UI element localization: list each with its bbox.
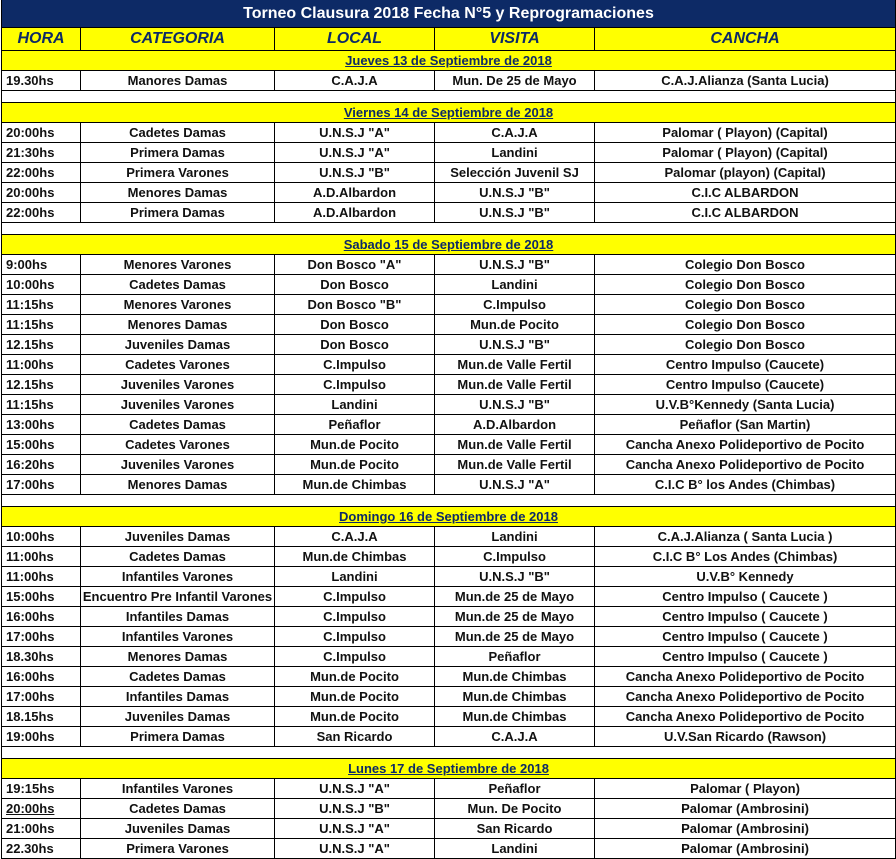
cell-hora: 17:00hs [2, 627, 81, 647]
match-row [2, 295, 896, 315]
match-row [2, 163, 896, 183]
header-cancha: CANCHA [595, 28, 896, 51]
cell-visita: Mun.de Chimbas [435, 707, 595, 727]
cell-hora: 22.30hs [2, 839, 81, 859]
cell-categoria: Cadetes Damas [81, 667, 275, 687]
cell-cancha: Palomar ( Playon) (Capital) [595, 143, 896, 163]
day-header: Domingo 16 de Septiembre de 2018 [2, 507, 896, 527]
cell-visita: Mun. De Pocito [435, 799, 595, 819]
cell-local: C.Impulso [275, 587, 435, 607]
cell-local: C.Impulso [275, 647, 435, 667]
cell-hora: 10:00hs [2, 527, 81, 547]
cell-hora: 11:15hs [2, 395, 81, 415]
cell-hora: 16:20hs [2, 455, 81, 475]
cell-visita: Landini [435, 143, 595, 163]
cell-visita: U.N.S.J "B" [435, 335, 595, 355]
cell-hora: 17:00hs [2, 475, 81, 495]
cell-visita: Mun. De 25 de Mayo [435, 71, 595, 91]
match-row [2, 71, 896, 91]
match-row [2, 547, 896, 567]
match-row [2, 375, 896, 395]
cell-cancha: C.I.C B° Los Andes (Chimbas) [595, 547, 896, 567]
match-row [2, 203, 896, 223]
cell-hora: 18.15hs [2, 707, 81, 727]
cell-hora: 10:00hs [2, 275, 81, 295]
cell-cancha: Centro Impulso ( Caucete ) [595, 587, 896, 607]
cell-visita: Mun.de Pocito [435, 315, 595, 335]
cell-local: U.N.S.J "B" [275, 163, 435, 183]
cell-categoria: Cadetes Damas [81, 799, 275, 819]
match-row [2, 727, 896, 747]
cell-hora: 15:00hs [2, 587, 81, 607]
cell-cancha: Cancha Anexo Polideportivo de Pocito [595, 455, 896, 475]
cell-cancha: Palomar ( Playon) [595, 779, 896, 799]
section-spacer [2, 747, 896, 759]
cell-cancha: Colegio Don Bosco [595, 275, 896, 295]
match-row [2, 687, 896, 707]
cell-cancha: Palomar (Ambrosini) [595, 839, 896, 859]
cell-local: Landini [275, 395, 435, 415]
cell-categoria: Menores Damas [81, 647, 275, 667]
cell-cancha: Peñaflor (San Martin) [595, 415, 896, 435]
cell-hora: 17:00hs [2, 687, 81, 707]
cell-categoria: Infantiles Varones [81, 627, 275, 647]
cell-visita: Landini [435, 275, 595, 295]
cell-cancha: Cancha Anexo Polideportivo de Pocito [595, 687, 896, 707]
cell-cancha: C.A.J.Alianza ( Santa Lucia ) [595, 527, 896, 547]
cell-visita: Mun.de Valle Fertil [435, 355, 595, 375]
cell-categoria: Infantiles Damas [81, 607, 275, 627]
cell-local: Don Bosco [275, 275, 435, 295]
match-row [2, 839, 896, 859]
cell-categoria: Cadetes Varones [81, 355, 275, 375]
schedule-body [2, 51, 896, 859]
cell-categoria: Encuentro Pre Infantil Varones [81, 587, 275, 607]
cell-cancha: Cancha Anexo Polideportivo de Pocito [595, 667, 896, 687]
cell-local: Mun.de Chimbas [275, 547, 435, 567]
cell-hora: 12.15hs [2, 335, 81, 355]
cell-categoria: Juveniles Damas [81, 527, 275, 547]
cell-local: Mun.de Pocito [275, 707, 435, 727]
cell-visita: U.N.S.J "B" [435, 255, 595, 275]
cell-visita: C.A.J.A [435, 123, 595, 143]
cell-local: Mun.de Pocito [275, 435, 435, 455]
cell-local: U.N.S.J "B" [275, 799, 435, 819]
match-row [2, 455, 896, 475]
cell-local: C.A.J.A [275, 71, 435, 91]
match-row [2, 567, 896, 587]
match-row [2, 667, 896, 687]
cell-local: C.Impulso [275, 355, 435, 375]
cell-visita: C.Impulso [435, 547, 595, 567]
cell-categoria: Menores Damas [81, 315, 275, 335]
cell-categoria: Juveniles Damas [81, 819, 275, 839]
cell-local: Don Bosco [275, 335, 435, 355]
cell-categoria: Primera Damas [81, 143, 275, 163]
cell-hora: 16:00hs [2, 667, 81, 687]
cell-visita: Mun.de Valle Fertil [435, 435, 595, 455]
cell-hora: 21:30hs [2, 143, 81, 163]
match-row [2, 143, 896, 163]
cell-cancha: Colegio Don Bosco [595, 295, 896, 315]
cell-cancha: Centro Impulso (Caucete) [595, 355, 896, 375]
cell-categoria: Infantiles Varones [81, 779, 275, 799]
cell-local: U.N.S.J "A" [275, 779, 435, 799]
match-row [2, 435, 896, 455]
cell-local: A.D.Albardon [275, 203, 435, 223]
cell-local: Mun.de Pocito [275, 687, 435, 707]
cell-cancha: C.A.J.Alianza (Santa Lucia) [595, 71, 896, 91]
match-row [2, 315, 896, 335]
cell-local: Don Bosco [275, 315, 435, 335]
cell-hora: 12.15hs [2, 375, 81, 395]
match-row [2, 123, 896, 143]
cell-visita: San Ricardo [435, 819, 595, 839]
cell-cancha: Palomar ( Playon) (Capital) [595, 123, 896, 143]
section-spacer [2, 495, 896, 507]
cell-categoria: Juveniles Damas [81, 335, 275, 355]
cell-visita: Selección Juvenil SJ [435, 163, 595, 183]
cell-visita: Peñaflor [435, 779, 595, 799]
cell-categoria: Primera Damas [81, 727, 275, 747]
cell-categoria: Juveniles Damas [81, 707, 275, 727]
cell-hora: 22:00hs [2, 163, 81, 183]
cell-hora: 20:00hs [2, 799, 81, 819]
cell-hora: 19:15hs [2, 779, 81, 799]
cell-categoria: Primera Varones [81, 839, 275, 859]
cell-hora: 11:15hs [2, 315, 81, 335]
cell-local: Landini [275, 567, 435, 587]
cell-hora: 13:00hs [2, 415, 81, 435]
cell-visita: C.Impulso [435, 295, 595, 315]
cell-local: C.Impulso [275, 607, 435, 627]
cell-local: Don Bosco "A" [275, 255, 435, 275]
cell-local: U.N.S.J "A" [275, 123, 435, 143]
cell-cancha: Centro Impulso ( Caucete ) [595, 647, 896, 667]
header-local: LOCAL [275, 28, 435, 51]
cell-categoria: Cadetes Damas [81, 415, 275, 435]
cell-hora: 11:00hs [2, 567, 81, 587]
cell-local: Don Bosco "B" [275, 295, 435, 315]
schedule-sheet [1, 0, 896, 859]
cell-hora: 11:00hs [2, 355, 81, 375]
cell-local: U.N.S.J "A" [275, 839, 435, 859]
cell-local: A.D.Albardon [275, 183, 435, 203]
match-row [2, 335, 896, 355]
cell-hora: 20:00hs [2, 183, 81, 203]
match-row [2, 627, 896, 647]
cell-cancha: Cancha Anexo Polideportivo de Pocito [595, 435, 896, 455]
match-row [2, 415, 896, 435]
cell-visita: Mun.de Chimbas [435, 667, 595, 687]
day-header: Sabado 15 de Septiembre de 2018 [2, 235, 896, 255]
cell-visita: Mun.de 25 de Mayo [435, 627, 595, 647]
cell-visita: U.N.S.J "B" [435, 203, 595, 223]
cell-local: C.Impulso [275, 627, 435, 647]
cell-cancha: Palomar (playon) (Capital) [595, 163, 896, 183]
cell-cancha: U.V.B°Kennedy (Santa Lucia) [595, 395, 896, 415]
cell-categoria: Menores Varones [81, 255, 275, 275]
cell-visita: Mun.de 25 de Mayo [435, 587, 595, 607]
cell-hora: 21:00hs [2, 819, 81, 839]
cell-local: U.N.S.J "A" [275, 819, 435, 839]
cell-visita: Mun.de Valle Fertil [435, 375, 595, 395]
cell-cancha: U.V.B° Kennedy [595, 567, 896, 587]
cell-hora: 19.30hs [2, 71, 81, 91]
cell-categoria: Infantiles Varones [81, 567, 275, 587]
cell-cancha: Palomar (Ambrosini) [595, 819, 896, 839]
cell-hora: 20:00hs [2, 123, 81, 143]
cell-cancha: U.V.San Ricardo (Rawson) [595, 727, 896, 747]
cell-categoria: Cadetes Varones [81, 435, 275, 455]
cell-local: San Ricardo [275, 727, 435, 747]
cell-hora: 11:15hs [2, 295, 81, 315]
cell-local: Mun.de Pocito [275, 455, 435, 475]
match-row [2, 395, 896, 415]
cell-cancha: Centro Impulso ( Caucete ) [595, 627, 896, 647]
cell-hora: 15:00hs [2, 435, 81, 455]
cell-categoria: Juveniles Varones [81, 395, 275, 415]
cell-categoria: Juveniles Varones [81, 375, 275, 395]
match-row [2, 799, 896, 819]
cell-visita: Landini [435, 839, 595, 859]
header-hora: HORA [2, 28, 81, 51]
match-row [2, 707, 896, 727]
cell-visita: U.N.S.J "B" [435, 183, 595, 203]
cell-cancha: C.I.C ALBARDON [595, 203, 896, 223]
cell-local: C.Impulso [275, 375, 435, 395]
cell-cancha: Cancha Anexo Polideportivo de Pocito [595, 707, 896, 727]
cell-hora: 9:00hs [2, 255, 81, 275]
cell-categoria: Menores Varones [81, 295, 275, 315]
cell-categoria: Primera Damas [81, 203, 275, 223]
cell-categoria: Menores Damas [81, 475, 275, 495]
cell-local: U.N.S.J "A" [275, 143, 435, 163]
day-header: Jueves 13 de Septiembre de 2018 [2, 51, 896, 71]
cell-hora: 18.30hs [2, 647, 81, 667]
cell-visita: Peñaflor [435, 647, 595, 667]
day-header: Viernes 14 de Septiembre de 2018 [2, 103, 896, 123]
cell-categoria: Cadetes Damas [81, 275, 275, 295]
header-categoria: CATEGORIA [81, 28, 275, 51]
cell-hora: 11:00hs [2, 547, 81, 567]
match-row [2, 475, 896, 495]
cell-visita: U.N.S.J "B" [435, 395, 595, 415]
cell-local: Mun.de Pocito [275, 667, 435, 687]
cell-visita: Mun.de 25 de Mayo [435, 607, 595, 627]
cell-cancha: Colegio Don Bosco [595, 255, 896, 275]
cell-hora: 19:00hs [2, 727, 81, 747]
cell-visita: A.D.Albardon [435, 415, 595, 435]
cell-categoria: Cadetes Damas [81, 123, 275, 143]
cell-cancha: Colegio Don Bosco [595, 335, 896, 355]
cell-visita: Mun.de Chimbas [435, 687, 595, 707]
cell-visita: U.N.S.J "A" [435, 475, 595, 495]
section-spacer [2, 223, 896, 235]
cell-hora: 16:00hs [2, 607, 81, 627]
match-row [2, 779, 896, 799]
cell-visita: Mun.de Valle Fertil [435, 455, 595, 475]
match-row [2, 183, 896, 203]
cell-local: Peñaflor [275, 415, 435, 435]
cell-local: Mun.de Chimbas [275, 475, 435, 495]
cell-categoria: Infantiles Damas [81, 687, 275, 707]
match-row [2, 587, 896, 607]
header-visita: VISITA [435, 28, 595, 51]
match-row [2, 819, 896, 839]
cell-local: C.A.J.A [275, 527, 435, 547]
match-row [2, 607, 896, 627]
section-spacer [2, 91, 896, 103]
match-row [2, 527, 896, 547]
match-row [2, 355, 896, 375]
cell-cancha: Colegio Don Bosco [595, 315, 896, 335]
cell-categoria: Juveniles Varones [81, 455, 275, 475]
cell-categoria: Primera Varones [81, 163, 275, 183]
cell-visita: Landini [435, 527, 595, 547]
cell-categoria: Manores Damas [81, 71, 275, 91]
sheet-title: Torneo Clausura 2018 Fecha N°5 y Reprogramaciones [2, 0, 896, 28]
cell-visita: U.N.S.J "B" [435, 567, 595, 587]
cell-visita: C.A.J.A [435, 727, 595, 747]
cell-cancha: C.I.C B° los Andes (Chimbas) [595, 475, 896, 495]
match-row [2, 255, 896, 275]
match-row [2, 647, 896, 667]
cell-categoria: Menores Damas [81, 183, 275, 203]
cell-cancha: C.I.C ALBARDON [595, 183, 896, 203]
cell-hora: 22:00hs [2, 203, 81, 223]
cell-cancha: Centro Impulso (Caucete) [595, 375, 896, 395]
day-header: Lunes 17 de Septiembre de 2018 [2, 759, 896, 779]
column-headers [2, 28, 896, 51]
match-row [2, 275, 896, 295]
cell-categoria: Cadetes Damas [81, 547, 275, 567]
cell-cancha: Centro Impulso ( Caucete ) [595, 607, 896, 627]
cell-cancha: Palomar (Ambrosini) [595, 799, 896, 819]
